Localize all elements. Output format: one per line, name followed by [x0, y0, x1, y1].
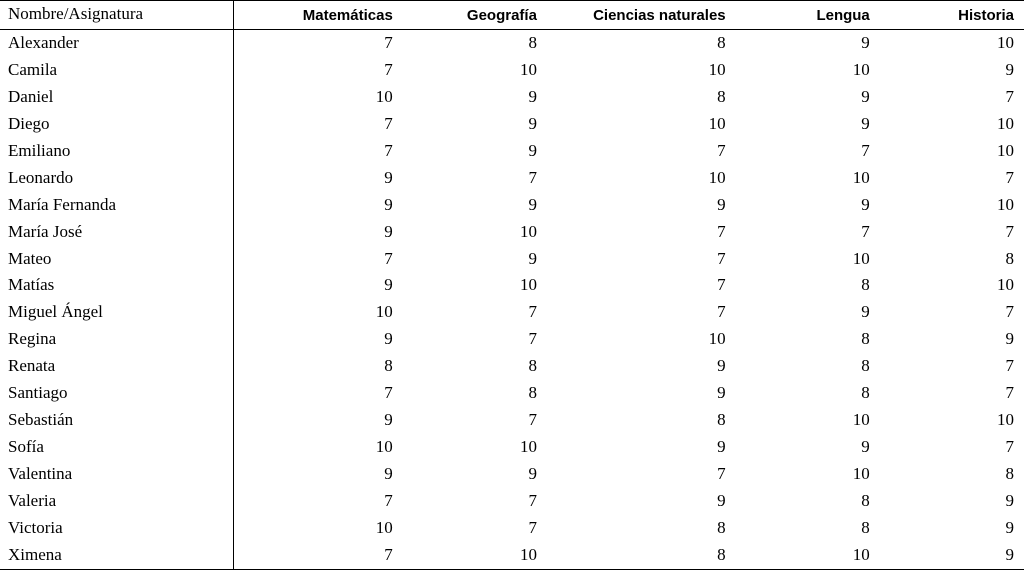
grade-cell: 9	[861, 194, 870, 214]
table-row	[0, 461, 1024, 488]
grade-cell: 10	[708, 59, 726, 79]
grade-cell: 7	[1005, 167, 1014, 187]
student-name-cell: Sebastián	[0, 407, 233, 434]
grade-cell: 7	[717, 248, 726, 268]
grade-cell: 9	[717, 194, 726, 214]
grade-cell: 9	[861, 113, 870, 133]
header-row	[0, 1, 1024, 30]
grade-cell: 7	[384, 383, 393, 403]
grade-cell: 9	[528, 194, 537, 214]
grade-cell: 7	[717, 275, 726, 295]
table-row	[0, 299, 1024, 326]
grade-cell: 7	[1005, 86, 1014, 106]
grade-cell: 8	[384, 356, 393, 376]
table-row	[0, 219, 1024, 246]
grade-cell: 8	[547, 542, 736, 569]
table-row	[0, 353, 1024, 380]
table-row	[0, 84, 1024, 111]
table-row	[0, 272, 1024, 299]
grade-cell: 9	[861, 86, 870, 106]
grade-cell: 10	[852, 410, 870, 430]
grade-cell: 9	[861, 437, 870, 457]
grade-cell: 9	[1005, 329, 1014, 349]
grade-cell: 9	[528, 464, 537, 483]
table-row	[0, 192, 1024, 219]
grade-cell: 7	[384, 140, 393, 160]
grade-cell: 7	[717, 221, 726, 241]
grade-cell: 8	[1005, 248, 1014, 268]
table-body	[0, 30, 1024, 570]
grade-cell: 10	[997, 140, 1014, 160]
grade-cell: 7	[233, 542, 403, 569]
student-name-cell: Diego	[0, 111, 233, 138]
student-name-cell: Miguel Ángel	[0, 299, 233, 326]
table-row	[0, 57, 1024, 84]
student-name-cell: Renata	[0, 353, 233, 380]
grade-cell: 9	[1005, 517, 1014, 537]
grade-cell: 9	[1005, 490, 1014, 510]
grade-cell: 9	[861, 302, 870, 322]
student-name-cell: Mateo	[0, 246, 233, 273]
grade-cell: 7	[528, 167, 537, 187]
grade-cell: 10	[997, 113, 1014, 133]
table-row	[0, 434, 1024, 461]
grade-cell: 9	[717, 356, 726, 376]
grade-cell: 10	[375, 437, 393, 457]
grade-cell: 9	[861, 33, 870, 52]
table-row	[0, 30, 1024, 57]
table-header	[0, 1, 1024, 30]
student-name-cell: Valeria	[0, 488, 233, 515]
table-row	[0, 326, 1024, 353]
grade-cell: 7	[861, 140, 870, 160]
grade-cell: 8	[528, 33, 537, 52]
grade-cell: 10	[403, 542, 547, 569]
grade-cell: 7	[1005, 437, 1014, 457]
grade-cell: 8	[861, 356, 870, 376]
grade-cell: 9	[880, 542, 1024, 569]
column-header-ciencias-naturales: Ciencias naturales	[547, 1, 736, 30]
table-row	[0, 246, 1024, 273]
student-name-cell: Santiago	[0, 380, 233, 407]
grade-cell: 7	[1005, 383, 1014, 403]
grade-cell: 7	[384, 113, 393, 133]
grade-cell: 10	[519, 275, 537, 295]
grade-cell: 9	[384, 221, 393, 241]
grade-cell: 7	[861, 221, 870, 241]
grade-cell: 10	[519, 437, 537, 457]
grade-cell: 8	[528, 356, 537, 376]
grade-cell: 10	[997, 275, 1014, 295]
grade-cell: 8	[717, 86, 726, 106]
grade-cell: 9	[717, 490, 726, 510]
grade-cell: 10	[375, 302, 393, 322]
grade-cell: 10	[852, 464, 870, 483]
student-name-cell: Matías	[0, 272, 233, 299]
grade-cell: 9	[1005, 59, 1014, 79]
student-name-cell: Victoria	[0, 515, 233, 542]
table-row	[0, 138, 1024, 165]
grade-cell: 8	[717, 33, 726, 52]
grade-cell: 8	[528, 383, 537, 403]
grade-cell: 7	[528, 410, 537, 430]
student-name-cell: Ximena	[0, 542, 233, 569]
grade-cell: 7	[528, 329, 537, 349]
grade-cell: 9	[384, 329, 393, 349]
grade-cell: 9	[528, 86, 537, 106]
grade-cell: 10	[519, 221, 537, 241]
student-name-cell: María José	[0, 219, 233, 246]
grade-cell: 10	[997, 33, 1014, 52]
grade-cell: 9	[384, 410, 393, 430]
grade-cell: 7	[717, 302, 726, 322]
grade-cell: 7	[1005, 221, 1014, 241]
table-row	[0, 407, 1024, 434]
grade-cell: 9	[384, 194, 393, 214]
column-header-matematicas: Matemáticas	[233, 1, 403, 30]
grade-cell: 7	[528, 517, 537, 537]
student-name-cell: Leonardo	[0, 165, 233, 192]
grade-cell: 7	[384, 59, 393, 79]
table-row	[0, 380, 1024, 407]
student-name-cell: María Fernanda	[0, 192, 233, 219]
grade-cell: 8	[861, 329, 870, 349]
grade-cell: 10	[375, 517, 393, 537]
grade-cell: 7	[1005, 302, 1014, 322]
grade-cell: 9	[384, 464, 393, 483]
grade-cell: 10	[708, 113, 726, 133]
grade-cell: 10	[852, 248, 870, 268]
grade-cell: 7	[717, 464, 726, 483]
student-name-cell: Daniel	[0, 84, 233, 111]
student-name-cell: Sofía	[0, 434, 233, 461]
grade-cell: 7	[384, 248, 393, 268]
grade-cell: 8	[1005, 464, 1014, 483]
grade-cell: 10	[736, 542, 880, 569]
grade-cell: 7	[1005, 356, 1014, 376]
grade-cell: 7	[384, 33, 393, 52]
grade-cell: 7	[717, 140, 726, 160]
grade-cell: 9	[717, 383, 726, 403]
grade-cell: 9	[528, 248, 537, 268]
grade-cell: 7	[528, 302, 537, 322]
student-name-cell: Camila	[0, 57, 233, 84]
table-row	[0, 165, 1024, 192]
grade-cell: 8	[717, 517, 726, 537]
table-row	[0, 111, 1024, 138]
column-header-geografia: Geografía	[403, 1, 547, 30]
table-row	[0, 542, 1024, 569]
grade-cell: 8	[861, 490, 870, 510]
grade-cell: 8	[717, 410, 726, 430]
grade-cell: 10	[519, 59, 537, 79]
student-name-cell: Valentina	[0, 461, 233, 488]
student-name-cell: Emiliano	[0, 138, 233, 165]
column-header-name: Nombre/Asignatura	[0, 1, 233, 30]
grade-cell: 8	[861, 517, 870, 537]
grade-cell: 8	[861, 275, 870, 295]
grade-cell: 9	[528, 113, 537, 133]
grade-cell: 10	[708, 329, 726, 349]
grade-cell: 10	[997, 194, 1014, 214]
column-header-lengua: Lengua	[736, 1, 880, 30]
grade-cell: 10	[375, 86, 393, 106]
grade-cell: 10	[997, 410, 1014, 430]
column-header-historia: Historia	[880, 1, 1024, 30]
student-name-cell: Alexander	[0, 30, 233, 57]
grade-cell: 9	[384, 275, 393, 295]
grade-cell: 9	[384, 167, 393, 187]
table-row	[0, 488, 1024, 515]
student-name-cell: Regina	[0, 326, 233, 353]
grade-cell: 8	[861, 383, 870, 403]
table-row	[0, 515, 1024, 542]
grade-cell: 10	[852, 167, 870, 187]
grade-cell: 7	[528, 490, 537, 510]
grade-cell: 10	[852, 59, 870, 79]
grade-cell: 9	[717, 437, 726, 457]
grade-cell: 10	[708, 167, 726, 187]
grade-cell: 9	[528, 140, 537, 160]
grade-cell: 7	[384, 490, 393, 510]
